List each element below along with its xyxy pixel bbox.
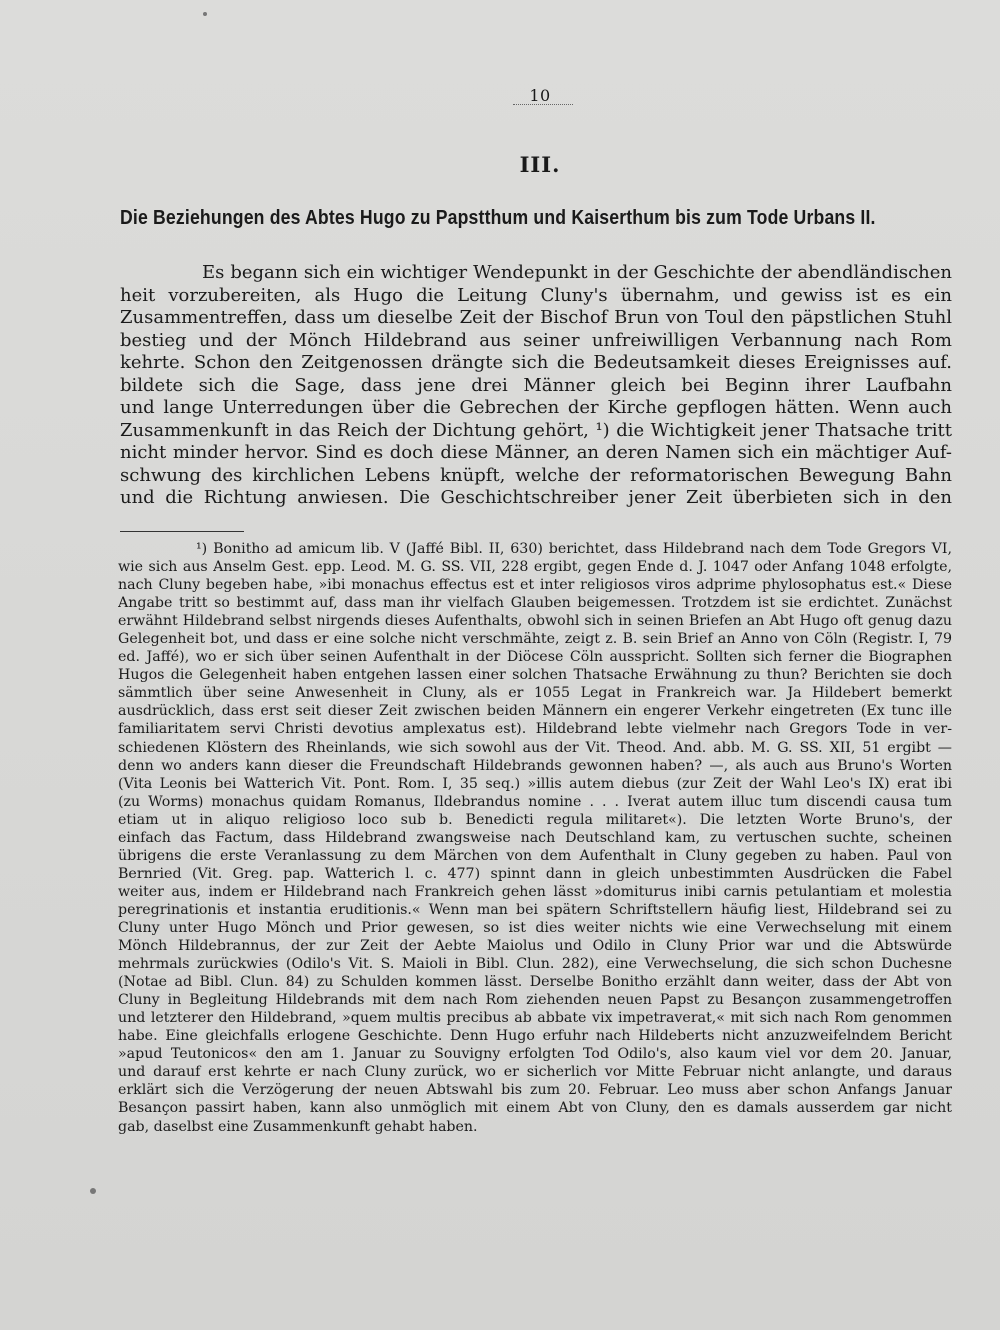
footnote-line: ausdrücklich, dass erst seit dieser Zeit zwischen beiden Männern ein engerer Verkehr eingetreten (Ex tunc ille [118, 703, 952, 720]
footnote-line: Cluny in Begleitung Hildebrands mit dem nach Rom ziehenden neuen Papst zu Besançon zusammengetroffen [118, 992, 952, 1009]
footnote-line: peregrinationis et instantia eruditionis.« Wenn man bei spätern Schriftstellern häufig liest, Hildebrand sei zu [118, 901, 952, 918]
chapter-heading: Die Beziehungen des Abtes Hugo zu Papstthum und Kaiserthum bis zum Tode Urbans II. [120, 206, 876, 229]
page-number: 10 [529, 86, 551, 105]
footnote-separator [120, 531, 244, 532]
footnote-line: sämmtlich über seine Anwesenheit in Cluny, als er 1055 Legat in Frankreich war. Ja Hildebert bemerkt [118, 685, 952, 702]
footnote-line: Mönch Hildebrannus, der zur Zeit der Aebte Maiolus und Odilo in Cluny Prior war und die Abtswürde [118, 938, 952, 955]
footnote-line: wie sich aus Anselm Gest. epp. Leod. M. G. SS. VII, 228 ergibt, gegen Ende d. J. 1047 oder Anfang 1048 erfolgte, [118, 559, 952, 576]
scan-speck [203, 12, 207, 16]
footnote-line: (zu Worms) monachus quidam Romanus, Ildebrandus nomine . . . Iverat autem illuc tum discendi causa tum [118, 793, 952, 810]
footnote-line: Cluny unter Hugo Mönch und Prior gewesen, so ist dies weiter nichts wie eine Verwechselung mit einem [118, 919, 952, 936]
body-line: Zusammentreffen, dass um dieselbe Zeit der Bischof Brun von Toul den päpstlichen Stuhl [120, 307, 952, 328]
footnote-line: erklärt sich die Verzögerung der neuen Abtswahl bis zum 20. Februar. Leo muss aber schon Anfangs Januar [118, 1082, 952, 1099]
body-line: bildete sich die Sage, dass jene drei Männer gleich bei Beginn ihrer Laufbahn [120, 374, 952, 396]
footnote-line: erwähnt Hildebrand selbst nirgends dieses Aufenthalts, obwohl sich in seinen Briefen an Abt Hugo oft genug dazu [118, 613, 952, 630]
footnote-line: nach Cluny begeben habe, »ibi monachus effectus est et inter religiosos viros adprime phylosophatus est.« Diese [118, 577, 952, 594]
body-line: bestieg und der Mönch Hildebrand aus seiner unfreiwilligen Verbannung nach Rom [120, 329, 952, 351]
footnote-line: und darauf erst kehrte er nach Cluny zurück, wo er sicherlich vor Mitte Februar nicht anlangte, und daraus [118, 1064, 952, 1081]
footnote-line: weiter aus, indem er Hildebrand nach Frankreich gehen lässt »domiturus inibi carnis petulantiam et molestia [118, 883, 952, 900]
body-line: heit vorzubereiten, als Hugo die Leitung Cluny's übernahm, und gewiss ist es ein [120, 284, 952, 306]
footnote-line: gab, daselbst eine Zusammenkunft gehabt haben. [118, 1118, 478, 1135]
footnote-line: schiedenen Klöstern des Rheinlands, wie sich sowohl aus der Vit. Theod. And. abb. M. G. SS. XII, 51 ergibt — [118, 739, 952, 756]
footnote-line: (Notae ad Bibl. Clun. 84) zu Schulden kommen lässt. Derselbe Bonitho erzählt dann weiter, dass der Abt von [118, 974, 952, 991]
body-line: kehrte. Schon den Zeitgenossen drängte sich die Bedeutsamkeit dieses Ereignisses auf. [120, 352, 952, 373]
footnote-line: denn wo anders kann dieser die Freundschaft Hildebrands gewonnen haben? —, als auch aus Bruno's Worten [118, 757, 952, 774]
footnote-line: familiaritatem servi Christi devotius amplexatus est). Hildebrand lebte vielmehr nach Gregors Tode in ver- [118, 721, 952, 738]
body-line: nicht minder hervor. Sind es doch diese Männer, an deren Namen sich ein mächtiger Auf- [120, 442, 952, 463]
body-line: und die Richtung anwiesen. Die Geschichtschreiber jener Zeit überbieten sich in den [120, 487, 952, 508]
body-line: und lange Unterredungen über die Gebrechen der Kirche gepflogen hätten. Wenn auch [120, 397, 952, 418]
footnote-line: einfach das Factum, dass Hildebrand zwangsweise nach Deutschland kam, zu vertuschen suchte, scheinen [118, 829, 952, 846]
footnote-line: Hugos die Gelegenheit haben entgehen lassen einer solchen Thatsache Erwähnung zu thun? Berichten sie doch [118, 667, 952, 684]
scan-speck [90, 1188, 96, 1194]
footnote [118, 540, 952, 1136]
page-number-rule [513, 104, 573, 105]
chapter-number: III. [519, 152, 561, 177]
body-line: schwung des kirchlichen Lebens knüpft, welche der reformatorischen Bewegung Bahn [120, 464, 952, 486]
footnote-line: übrigens die erste Veranlassung zu dem Märchen von dem Aufenthalt in Cluny gegeben zu haben. Paul von [118, 847, 952, 864]
footnote-line: (Vita Leonis bei Watterich Vit. Pont. Rom. I, 35 seq.) »illis autem diebus (zur Zeit der Wahl Leo's IX) erat ibi [118, 775, 952, 792]
footnote-line: ¹) Bonitho ad amicum lib. V (Jaffé Bibl. II, 630) berichtet, dass Hildebrand nach dem Tode Gregors VI, [196, 541, 952, 557]
footnote-line: etiam ut in aliquo religioso loco sub b. Benedicti regula militaret«). Die letzten Worte Bruno's, der [118, 811, 952, 828]
body-line: Es begann sich ein wichtiger Wendepunkt in der Geschichte der abendländischen [202, 262, 952, 283]
body-line: Zusammenkunft in das Reich der Dichtung gehört, ¹) die Wichtigkeit jener Thatsache tritt [120, 419, 952, 441]
footnote-line: Gelegenheit bot, und dass er eine solche nicht verschmähte, zeigt z. B. sein Brief an Anno von Cöln (Registr. I, 79 [118, 631, 952, 648]
footnote-line: Besançon passirt haben, kann also unmöglich mit einem Abt von Cluny, den es damals ausserdem gar nicht [118, 1100, 952, 1117]
body-text [120, 262, 952, 510]
footnote-line: habe. Eine gleichfalls erlogene Geschichte. Denn Hugo erfuhr nach Hildeberts nicht anzuzweifelndem Bericht [118, 1028, 952, 1045]
footnote-line: Bernried (Vit. Greg. pap. Watterich l. c. 477) spinnt dann in gleich unbestimmten Ausdrücken die Fabel [118, 865, 952, 882]
footnote-line: und letzterer den Hildebrand, »quem multis precibus ab abbate vix impetraverat,« mit sich nach Rom genommen [118, 1010, 952, 1027]
footnote-line: ed. Jaffé), wo er sich über seinen Aufenthalt in der Diöcese Cöln ausspricht. Sollten sich ferner die Biographen [118, 649, 952, 666]
footnote-line: Angabe tritt so bestimmt auf, dass man ihr vielfach Glauben beigemessen. Trotzdem ist sie erdichtet. Zunächst [118, 595, 952, 612]
footnote-line: mehrmals zurückwies (Odilo's Vit. S. Maioli in Bibl. Clun. 282), eine Verwechselung, die sich schon Duchesne [118, 956, 952, 973]
footnote-line: »apud Teutonicos« den am 1. Januar zu Souvigny erfolgten Tod Odilo's, also kaum viel vor dem 20. Januar, [118, 1046, 952, 1063]
